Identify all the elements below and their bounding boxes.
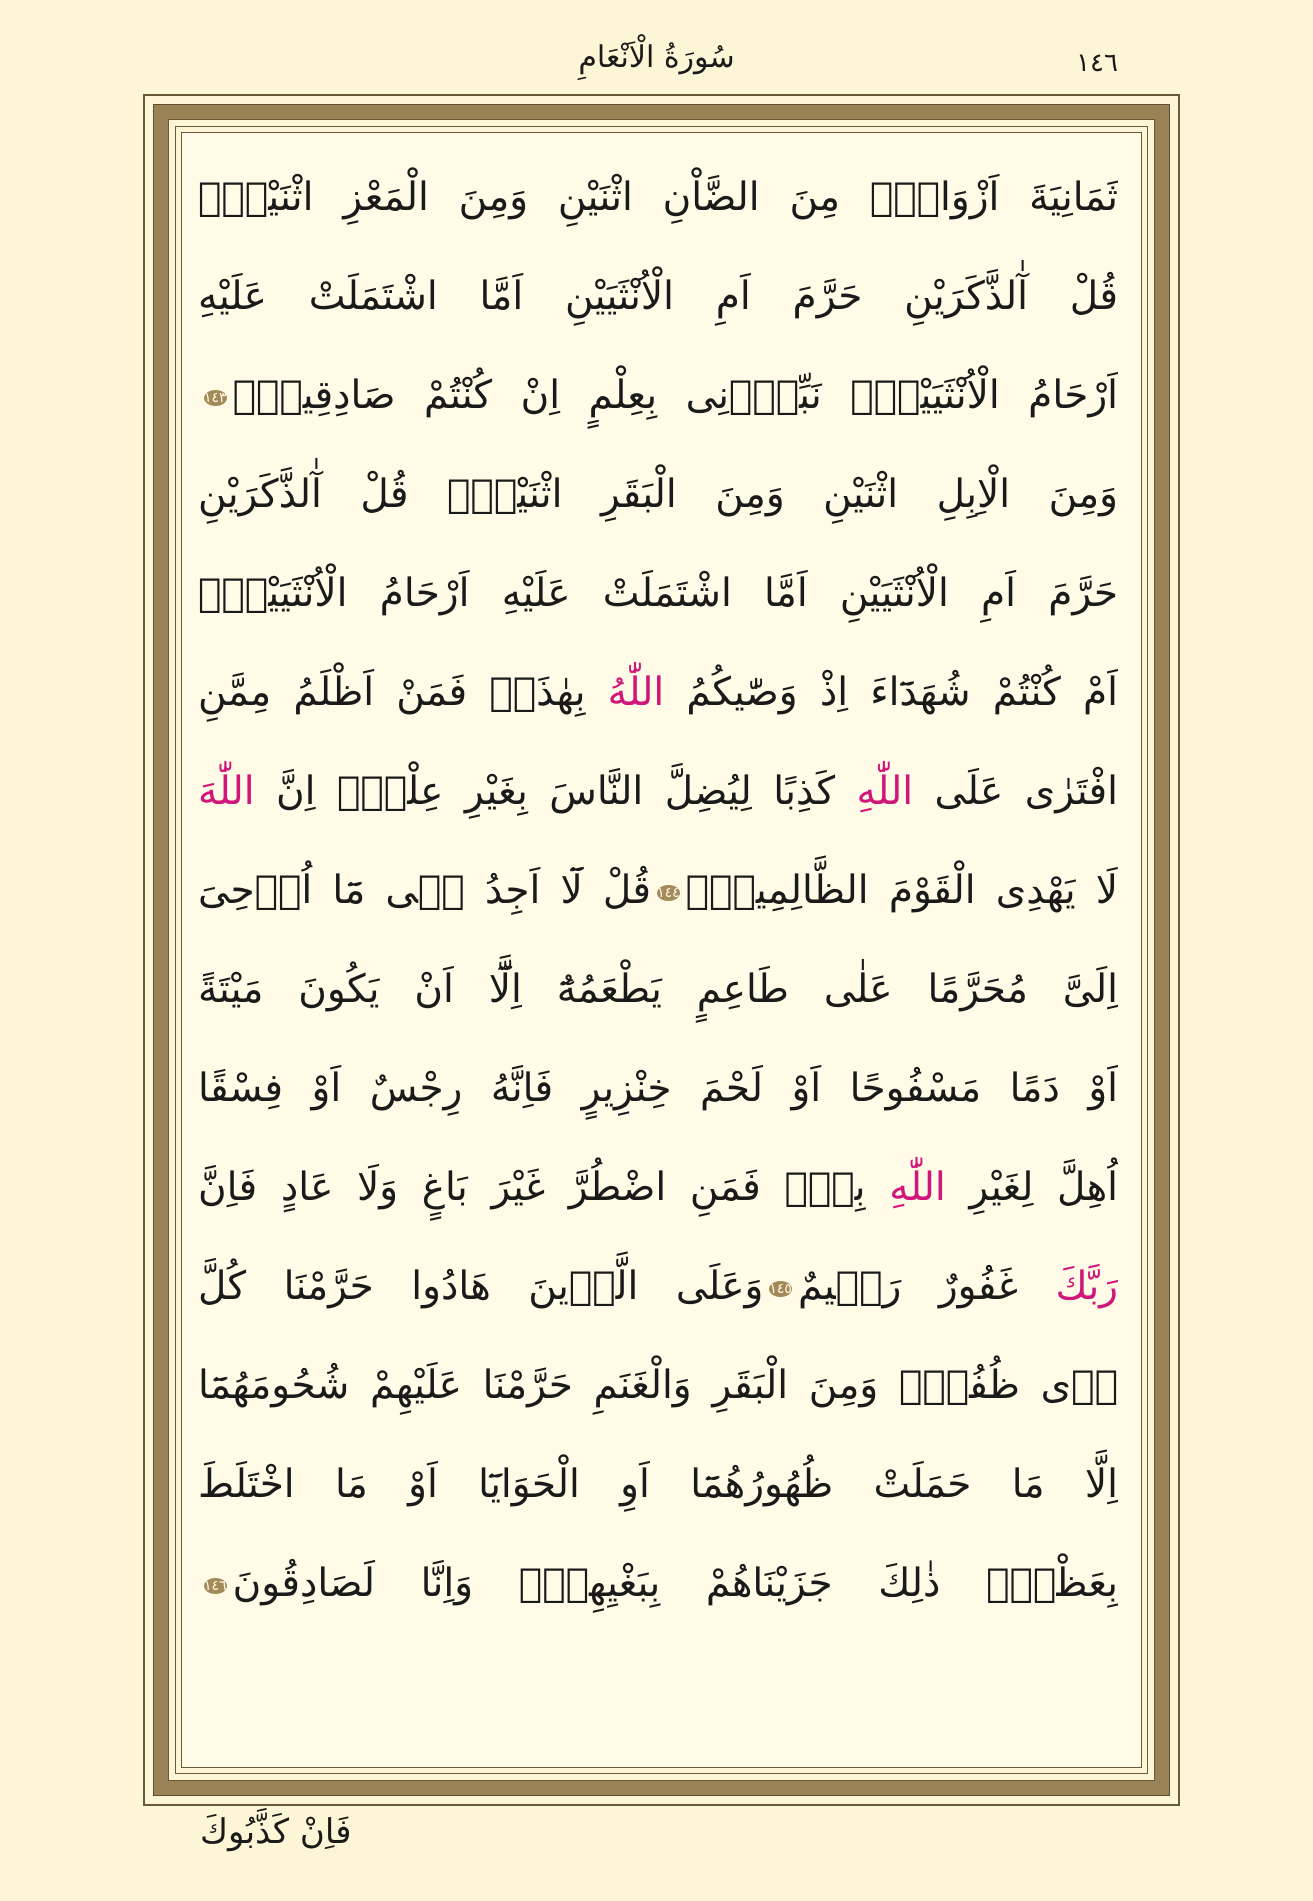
verse-text: اُهِلَّ لِغَيْرِ: [945, 1165, 1118, 1210]
catchword: فَاِنْ كَذَّبُوكَ: [200, 1812, 352, 1852]
text-line: [198, 1336, 1118, 1435]
verse-text: اِلَّا مَا حَمَلَتْ ظُهُورُهُمَٓا اَوِ الْحَوَايَٓا اَوْ مَا اخْتَلَطَ: [198, 1462, 1118, 1507]
verse-text: غَفُورٌ رَحٖيمٌ: [797, 1264, 1056, 1309]
ayah-number-marker: ١٤٤: [657, 885, 680, 901]
verse-text: افْتَرٰى عَلَى: [913, 769, 1118, 814]
text-line: [198, 1039, 1118, 1138]
verse-text: اِلَىَّ مُحَرَّمًا عَلٰى طَاعِمٍ يَطْعَمُهُٓ اِلَّٓا اَنْ يَكُونَ مَيْتَةً: [198, 967, 1118, 1012]
highlighted-word: رَبَّكَ: [1055, 1264, 1118, 1309]
highlighted-word: اللّٰهُ: [607, 670, 665, 715]
text-line: [198, 445, 1118, 544]
verse-text: وَمِنَ الْاِبِلِ اثْنَيْنِ وَمِنَ الْبَقَرِ اثْنَيْنِۜ قُلْ آٰلذَّكَرَيْنِ: [198, 472, 1118, 517]
verse-text: ثَمَانِيَةَ اَزْوَاجٍۚ مِنَ الضَّاْنِ اثْنَيْنِ وَمِنَ الْمَعْزِ اثْنَيْنِۜ: [198, 175, 1118, 220]
verse-text: اَوْ دَمًا مَسْفُوحًا اَوْ لَحْمَ خِنْزِيرٍ فَاِنَّهُ رِجْسٌ اَوْ فِسْقًا: [198, 1066, 1118, 1111]
verse-text: قُلْ لَٓا اَجِدُ فٖى مَٓا اُو۫حِىَ: [198, 868, 652, 913]
text-line: [198, 148, 1118, 247]
verse-text: بِهٰذَاۚ فَمَنْ اَظْلَمُ مِمَّنِ: [198, 670, 608, 715]
text-line: [198, 1534, 1118, 1633]
text-line: [198, 346, 1118, 445]
sura-title: سُورَةُ الْاَنْعَامِ: [578, 40, 735, 75]
ayah-number-marker: ١٤٣: [204, 390, 227, 406]
verse-text: لَا يَهْدِى الْقَوْمَ الظَّالِمِينَ۟: [685, 868, 1118, 913]
text-line: [198, 1237, 1118, 1336]
verse-text: كَذِبًا لِيُضِلَّ النَّاسَ بِغَيْرِ عِلْمٍۜ اِنَّ: [254, 769, 857, 814]
page-header: [0, 0, 1313, 92]
quran-text-block: [198, 148, 1118, 1748]
verse-text: بِهٖۚ فَمَنِ اضْطُرَّ غَيْرَ بَاغٍ وَلَا عَادٍ فَاِنَّ: [198, 1165, 890, 1210]
ayah-number-marker: ١٤٥: [769, 1281, 792, 1297]
page-number: ١٤٦: [1076, 48, 1118, 78]
verse-text: اَرْحَامُ الْاُنْثَيَيْنِۜ نَبِّؤُ۫نِى بِعِلْمٍ اِنْ كُنْتُمْ صَادِقِينَۙ: [232, 373, 1118, 418]
verse-text: ذٖى ظُفُرٍۚ وَمِنَ الْبَقَرِ وَالْغَنَمِ حَرَّمْنَا عَلَيْهِمْ شُحُومَهُمَٓا: [198, 1363, 1118, 1408]
text-line: [198, 1138, 1118, 1237]
verse-text: بِعَظْمٍۜ ذٰلِكَ جَزَيْنَاهُمْ بِبَغْيِهِمْۘ وَاِنَّا لَصَادِقُونَ: [232, 1561, 1118, 1606]
highlighted-word: اللّٰهِ: [889, 1165, 946, 1210]
verse-text: وَعَلَى الَّذٖينَ هَادُوا حَرَّمْنَا كُلَّ: [198, 1264, 764, 1309]
ayah-number-marker: ١٤٦: [204, 1578, 227, 1594]
highlighted-word: اللّٰهَ: [198, 769, 255, 814]
verse-text: حَرَّمَ اَمِ الْاُنْثَيَيْنِ اَمَّا اشْتَمَلَتْ عَلَيْهِ اَرْحَامُ الْاُنْثَيَيْنِۜ: [198, 571, 1118, 616]
text-line: [198, 247, 1118, 346]
text-line: [198, 940, 1118, 1039]
text-line: [198, 841, 1118, 940]
highlighted-word: اللّٰهِ: [856, 769, 914, 814]
text-line: [198, 1435, 1118, 1534]
text-line: [198, 544, 1118, 643]
text-line: [198, 742, 1118, 841]
verse-text: قُلْ آٰلذَّكَرَيْنِ حَرَّمَ اَمِ الْاُنْثَيَيْنِ اَمَّا اشْتَمَلَتْ عَلَيْهِ: [198, 274, 1118, 319]
text-line: [198, 643, 1118, 742]
verse-text: اَمْ كُنْتُمْ شُهَدَٓاءَ اِذْ وَصّٰيكُمُ: [664, 670, 1118, 715]
